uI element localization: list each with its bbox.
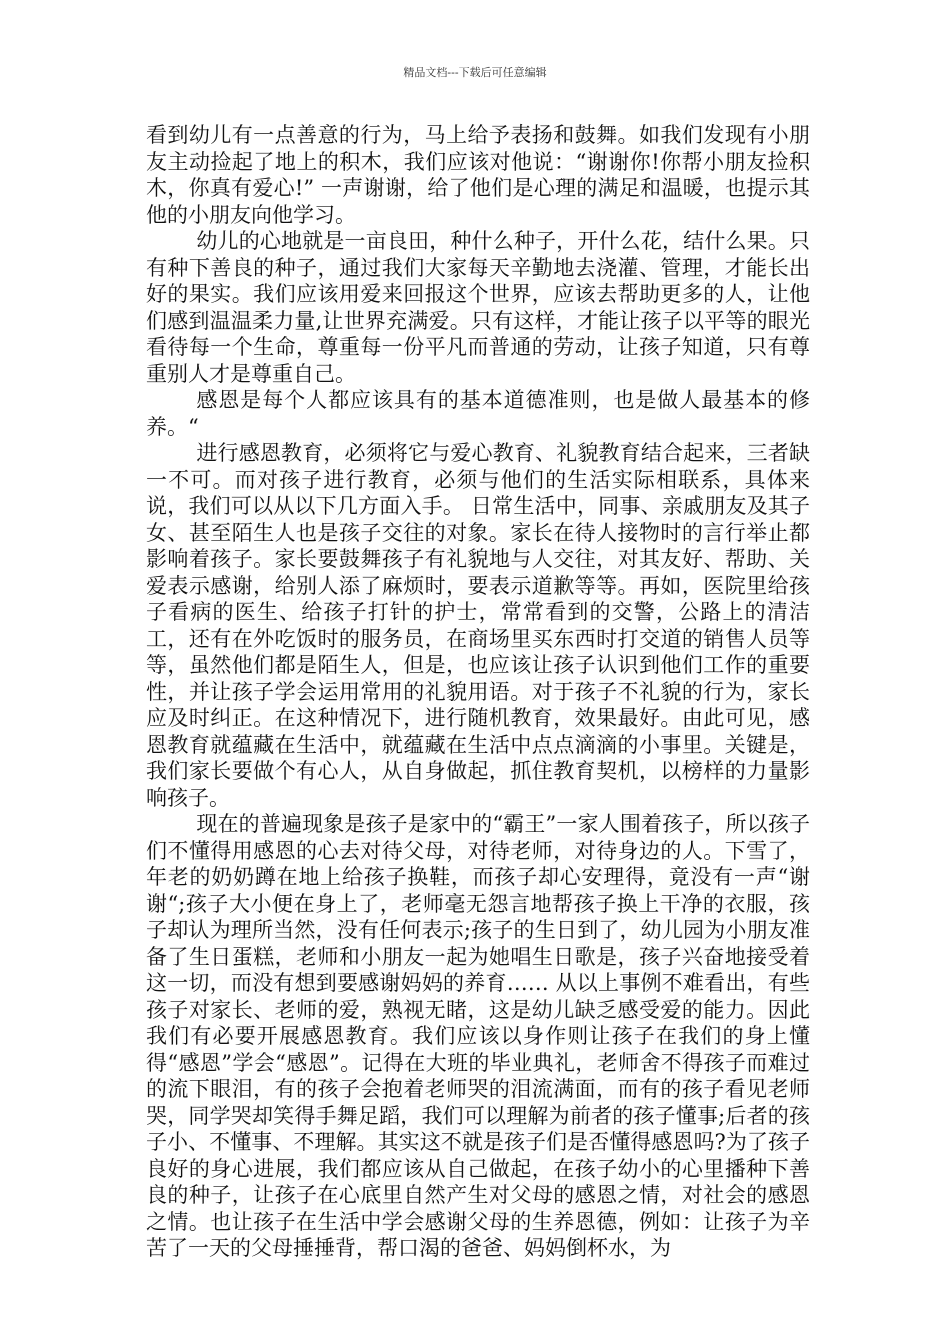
paragraph-1: 看到幼儿有一点善意的行为，马上给予表扬和鼓舞。如我们发现有小朋友主动捡起了地上的积木，我们应该对他说：“谢谢你!你帮小朋友捡积木，你真有爱心!” 一声谢谢，给了他们是心理的满足和温暖，也提示其他的小朋友向他学习。	[146, 123, 810, 227]
page-header: 精品文档---下载后可任意编辑	[403, 66, 547, 79]
paragraph-4: 进行感恩教育，必须将它与爱心教育、礼貌教育结合起来，三者缺一不可。而对孩子进行教育，必须与他们的生活实际相联系，具体来说，我们可以从以下几方面入手。 日常生活中，同事、亲戚朋友及其子女、甚至陌生人也是孩子交往的对象。家长在待人接物时的言行举止都影响着孩子。家长要鼓舞孩子有礼貌地与人交往，对其友好、帮助、关爱表示感谢，给别人添了麻烦时，要表示道歉等等。再如，医院里给孩子看病的医生、给孩子打针的护士，常常看到的交警，公路上的清洁工，还有在外吃饭时的服务员，在商场里买东西时打交道的销售人员等等，虽然他们都是陌生人，但是，也应该让孩子认识到他们工作的重要性，并让孩子学会运用常用的礼貌用语。对于孩子不礼貌的行为，家长应及时纠正。在这种情况下，进行随机教育，效果最好。由此可见，感恩教育就蕴藏在生活中，就蕴藏在生活中点点滴滴的小事里。关键是，我们家长要做个有心人，从自身做起，抓住教育契机，以榜样的力量影响孩子。	[146, 441, 810, 810]
paragraph-2: 幼儿的心地就是一亩良田，种什么种子，开什么花，结什么果。只有种下善良的种子，通过我们大家每天辛勤地去浇灌、管理，才能长出好的果实。我们应该用爱来回报这个世界，应该去帮助更多的人，让他们感到温温柔力量,让世界充满爱。只有这样，才能让孩子以平等的眼光看待每一个生命，尊重每一份平凡而普通的劳动，让孩子知道，只有尊重别人才是尊重自己。	[146, 229, 810, 386]
document-body	[146, 122, 810, 1262]
paragraph-5: 现在的普遍现象是孩子是家中的“霸王”一家人围着孩子，所以孩子们不懂得用感恩的心去对待父母，对待老师，对待身边的人。下雪了，年老的奶奶蹲在地上给孩子换鞋，而孩子却心安理得，竟没有一声“谢谢“;孩子大小便在身上了，老师毫无怨言地帮孩子换上干净的衣服，孩子却认为理所当然，没有任何表示;孩子的生日到了，幼儿园为小朋友准备了生日蛋糕，老师和小朋友一起为她唱生日歌是，孩子兴奋地接受着这一切，而没有想到要感谢妈妈的养育…… 从以上事例不难看出，有些孩子对家长、老师的爱，熟视无睹，这是幼儿缺乏感受爱的能力。因此我们有必要开展感恩教育。我们应该以身作则让孩子在我们的身上懂得“感恩”学会“感恩”。记得在大班的毕业典礼，老师舍不得孩子而难过的流下眼泪，有的孩子会抱着老师哭的泪流满面，而有的孩子看见老师哭，同学哭却笑得手舞足蹈，我们可以理解为前者的孩子懂事;后者的孩子小、不懂事、不理解。其实这不就是孩子们是否懂得感恩吗?为了孩子良好的身心进展，我们都应该从自己做起，在孩子幼小的心里播种下善良的种子，让孩子在心底里自然产生对父母的感恩之情，对社会的感恩之情。也让孩子在生活中学会感谢父母的生养恩德，例如：让孩子为辛苦了一天的父母捶捶背，帮口渴的爸爸、妈妈倒杯水，为	[146, 812, 810, 1260]
paragraph-3: 感恩是每个人都应该具有的基本道德准则，也是做人最基本的修养。“	[146, 388, 810, 439]
